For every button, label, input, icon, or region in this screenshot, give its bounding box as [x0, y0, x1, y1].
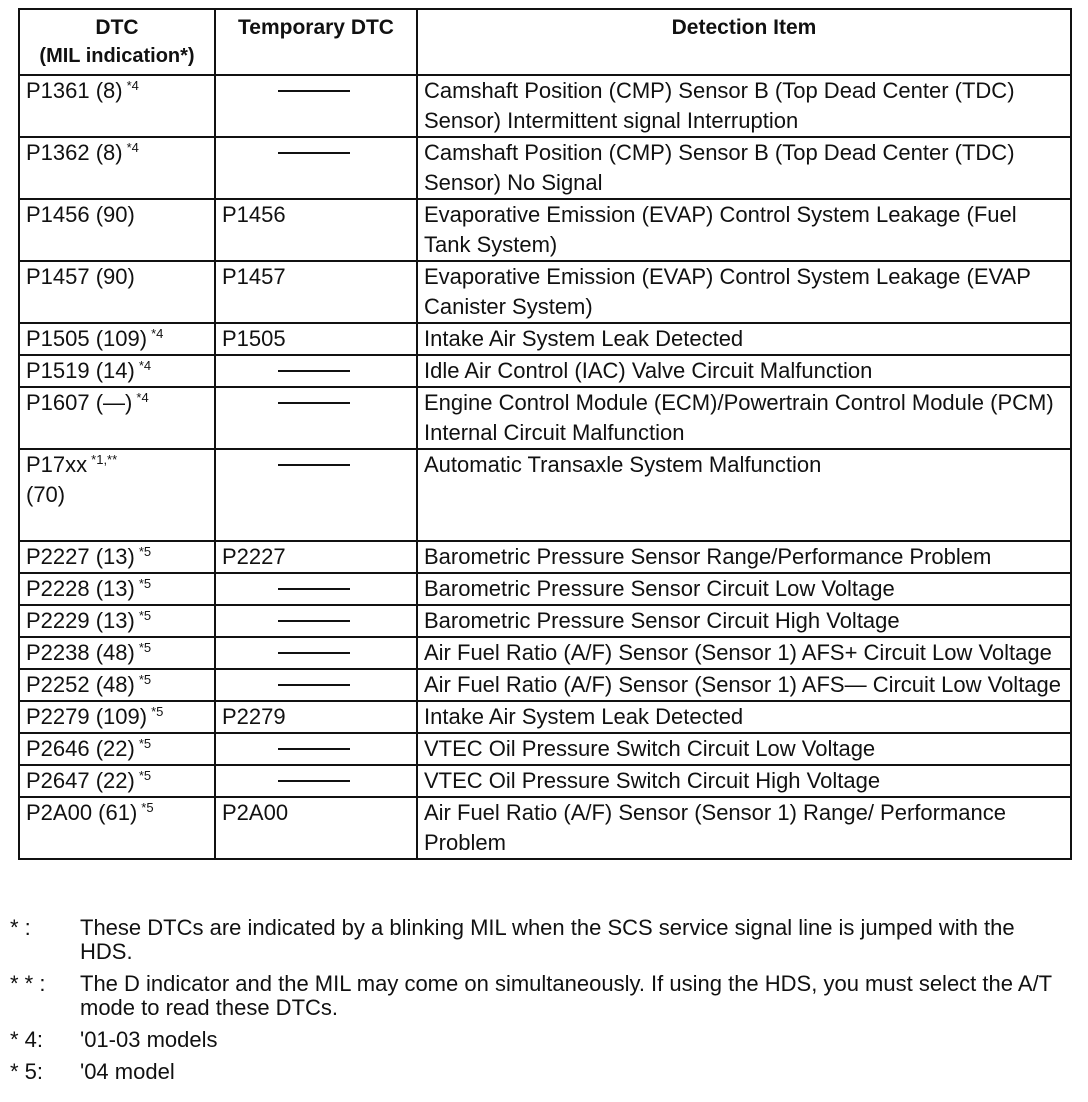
detection-item-cell: Engine Control Module (ECM)/Powertrain Control Module (PCM) Internal Circuit Malfunction: [417, 387, 1071, 449]
temporary-dtc-cell: [215, 669, 417, 701]
dtc-code: P2646 (22): [26, 736, 135, 761]
empty-dash: [278, 652, 350, 654]
dtc-footnote-ref: *4: [151, 325, 164, 341]
table-header-row: [19, 9, 1071, 75]
temporary-dtc-code: P2279: [222, 704, 286, 729]
dtc-cell: [19, 387, 215, 449]
table-row: [19, 669, 1071, 701]
detection-item-cell: VTEC Oil Pressure Switch Circuit High Voltage: [417, 765, 1071, 797]
empty-dash: [278, 402, 350, 404]
table-row: [19, 797, 1071, 859]
table-row: [19, 701, 1071, 733]
temporary-dtc-cell: [215, 323, 417, 355]
dtc-mil-indication: (70): [26, 482, 66, 507]
dtc-code: P2238 (48): [26, 640, 135, 665]
dtc-cell: [19, 355, 215, 387]
detection-item-cell: Camshaft Position (CMP) Sensor B (Top Dead Center (TDC) Sensor) No Signal: [417, 137, 1071, 199]
dtc-footnote-ref: *5: [138, 735, 152, 751]
dtc-cell: [19, 75, 215, 137]
dtc-footnote-ref: *1,**: [91, 451, 118, 467]
temporary-dtc-code: P2A00: [222, 800, 289, 825]
dtc-code: P1457 (90): [26, 264, 135, 289]
temporary-dtc-cell: [215, 449, 417, 541]
footnote-mark: * :: [10, 915, 31, 940]
footnote: [10, 1060, 1070, 1084]
dtc-code: P1361 (8): [26, 78, 123, 103]
temporary-dtc-cell: [215, 701, 417, 733]
footnote-text: These DTCs are indicated by a blinking MIL when the SCS service signal line is jumped with the HDS.: [80, 915, 1015, 964]
temporary-dtc-cell: [215, 637, 417, 669]
footnote-text: The D indicator and the MIL may come on simultaneously. If using the HDS, you must select the A/T mode to read these DTCs.: [80, 971, 1052, 1020]
temporary-dtc-cell: [215, 355, 417, 387]
detection-item-cell: Barometric Pressure Sensor Circuit High Voltage: [417, 605, 1071, 637]
table-row: [19, 355, 1071, 387]
dtc-cell: [19, 449, 215, 541]
temporary-dtc-cell: [215, 387, 417, 449]
dtc-footnote-ref: *5: [138, 671, 152, 687]
dtc-code: P2228 (13): [26, 576, 135, 601]
temporary-dtc-code: P1456: [222, 202, 286, 227]
table-row: [19, 199, 1071, 261]
dtc-cell: [19, 605, 215, 637]
dtc-cell: [19, 541, 215, 573]
table-row: [19, 605, 1071, 637]
footnote-mark: * 4:: [10, 1027, 44, 1052]
footnote-text: '01-03 models: [80, 1027, 218, 1052]
temporary-dtc-cell: [215, 137, 417, 199]
header-temporary-dtc: Temporary DTC: [215, 9, 417, 75]
dtc-footnote-ref: *5: [138, 607, 152, 623]
footnote-mark: * 5:: [10, 1059, 44, 1084]
header-detection-item: Detection Item: [417, 9, 1071, 75]
table-row: [19, 541, 1071, 573]
dtc-code: P2A00 (61): [26, 800, 138, 825]
dtc-cell: [19, 733, 215, 765]
dtc-cell: [19, 199, 215, 261]
empty-dash: [278, 90, 350, 92]
dtc-code: P1505 (109): [26, 326, 148, 351]
detection-item-cell: Evaporative Emission (EVAP) Control System Leakage (Fuel Tank System): [417, 199, 1071, 261]
dtc-footnote-ref: *4: [138, 357, 152, 373]
empty-dash: [278, 588, 350, 590]
table-row: [19, 449, 1071, 541]
dtc-cell: [19, 261, 215, 323]
header-dtc-sub: (MIL indication*): [39, 45, 195, 67]
dtc-table: [18, 8, 1072, 860]
temporary-dtc-cell: [215, 797, 417, 859]
temporary-dtc-cell: [215, 75, 417, 137]
dtc-footnote-ref: *4: [126, 139, 139, 155]
temporary-dtc-cell: [215, 605, 417, 637]
table-row: [19, 573, 1071, 605]
dtc-footnote-ref: *5: [138, 639, 152, 655]
temporary-dtc-cell: [215, 733, 417, 765]
dtc-code: P2227 (13): [26, 544, 135, 569]
detection-item-cell: Automatic Transaxle System Malfunction: [417, 449, 1071, 541]
dtc-footnote-ref: *4: [126, 77, 139, 93]
dtc-code: P2252 (48): [26, 672, 135, 697]
temporary-dtc-cell: [215, 199, 417, 261]
detection-item-cell: Intake Air System Leak Detected: [417, 323, 1071, 355]
detection-item-cell: Intake Air System Leak Detected: [417, 701, 1071, 733]
detection-item-cell: Barometric Pressure Sensor Range/Performance Problem: [417, 541, 1071, 573]
detection-item-cell: Air Fuel Ratio (A/F) Sensor (Sensor 1) AFS— Circuit Low Voltage: [417, 669, 1071, 701]
detection-item-cell: Air Fuel Ratio (A/F) Sensor (Sensor 1) AFS+ Circuit Low Voltage: [417, 637, 1071, 669]
detection-item-cell: Air Fuel Ratio (A/F) Sensor (Sensor 1) Range/ Performance Problem: [417, 797, 1071, 859]
footnote-text: '04 model: [80, 1059, 175, 1084]
table-row: [19, 733, 1071, 765]
dtc-footnote-ref: *5: [138, 575, 152, 591]
dtc-footnote-ref: *5: [138, 767, 152, 783]
dtc-footnote-ref: *5: [138, 543, 152, 559]
footnotes: [10, 916, 1070, 1092]
detection-item-cell: Evaporative Emission (EVAP) Control System Leakage (EVAP Canister System): [417, 261, 1071, 323]
dtc-footnote-ref: *5: [141, 799, 154, 815]
footnote: [10, 916, 1070, 964]
table-row: [19, 765, 1071, 797]
empty-dash: [278, 370, 350, 372]
detection-item-cell: Barometric Pressure Sensor Circuit Low Voltage: [417, 573, 1071, 605]
dtc-cell: [19, 637, 215, 669]
temporary-dtc-code: P1505: [222, 326, 286, 351]
table-row: [19, 75, 1071, 137]
dtc-code: P1607 (—): [26, 390, 133, 415]
header-dtc-label: DTC: [95, 16, 139, 39]
dtc-code: P1362 (8): [26, 140, 123, 165]
table-row: [19, 323, 1071, 355]
dtc-code: P2647 (22): [26, 768, 135, 793]
detection-item-cell: VTEC Oil Pressure Switch Circuit Low Voltage: [417, 733, 1071, 765]
dtc-footnote-ref: *4: [136, 389, 149, 405]
temporary-dtc-cell: [215, 573, 417, 605]
header-dtc: [19, 9, 215, 75]
dtc-cell: [19, 669, 215, 701]
dtc-cell: [19, 765, 215, 797]
dtc-cell: [19, 323, 215, 355]
empty-dash: [278, 464, 350, 466]
empty-dash: [278, 152, 350, 154]
empty-dash: [278, 780, 350, 782]
table-row: [19, 261, 1071, 323]
dtc-cell: [19, 701, 215, 733]
dtc-footnote-ref: *5: [151, 703, 164, 719]
temporary-dtc-cell: [215, 261, 417, 323]
dtc-cell: [19, 797, 215, 859]
dtc-code: P17xx: [26, 452, 88, 477]
footnote-mark: * * :: [10, 971, 46, 996]
dtc-code: P1456 (90): [26, 202, 135, 227]
detection-item-cell: Idle Air Control (IAC) Valve Circuit Malfunction: [417, 355, 1071, 387]
dtc-code: P2279 (109): [26, 704, 148, 729]
dtc-code: P1519 (14): [26, 358, 135, 383]
empty-dash: [278, 620, 350, 622]
table-row: [19, 137, 1071, 199]
footnote: [10, 1028, 1070, 1052]
detection-item-cell: Camshaft Position (CMP) Sensor B (Top Dead Center (TDC) Sensor) Intermittent signal Interruption: [417, 75, 1071, 137]
table-row: [19, 387, 1071, 449]
dtc-code: P2229 (13): [26, 608, 135, 633]
temporary-dtc-cell: [215, 765, 417, 797]
empty-dash: [278, 684, 350, 686]
footnote: [10, 972, 1070, 1020]
temporary-dtc-cell: [215, 541, 417, 573]
temporary-dtc-code: P2227: [222, 544, 286, 569]
table-row: [19, 637, 1071, 669]
dtc-cell: [19, 137, 215, 199]
dtc-cell: [19, 573, 215, 605]
temporary-dtc-code: P1457: [222, 264, 286, 289]
empty-dash: [278, 748, 350, 750]
